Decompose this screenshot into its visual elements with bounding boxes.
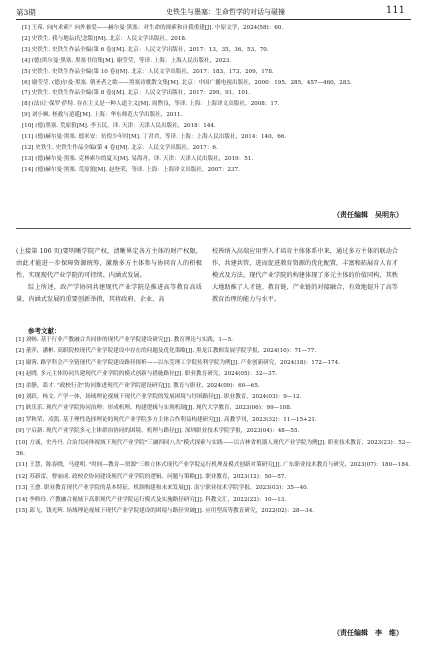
reference-item: [9] 刘小枫. 拯救与逍遥[M]. 上海：华东师范大学出版社，2011.: [22, 112, 183, 119]
reference-item: [3] 史铁生. 史铁生作品全编(第 6 卷)[M]. 北京：人民文学出版社，2017：13，35，36，53，70.: [22, 46, 269, 53]
top-reference-list: [22, 23, 409, 176]
reference-item: [6] 刘跃，杨文. 产学一体，场域理论视域下现代产业学院的发展困境与纾困路径[J]. 职业教育，2024(03)：9—12.: [16, 394, 302, 401]
reference-item: [6] 谢莹莹. (德)尔曼·黑塞. 朝圣者之歌——黑塞诗歌散文集[M]. 北京：中国广播电视出版社，2000：195，285，457—460，283.: [22, 79, 352, 86]
page-number: 111: [385, 5, 405, 16]
bottom-reference-list: [16, 326, 411, 518]
responsible-editor-bottom: （责任编辑 李 维）: [333, 629, 403, 637]
reference-item: [12] 苏新雷，曹丽成. 政校企协同建设现代产业学院的逻辑、问题与策略[J]. 职业教育，2023(12)：50—57.: [16, 473, 287, 480]
body-column-left: [16, 246, 202, 306]
body-column-right: [212, 246, 398, 306]
reference-item: [1] 刘畅. 基于行业产教融合共同体的现代产业学院建设研究[J]. 教育理论与实践，1—5.: [16, 337, 233, 343]
reference-item: [13] 王愈. 职业教育现代产业学院的基本特征、机制构建和未来发展[J]. 南宁职业技术学院学报，2023(03)：35—40.: [16, 485, 309, 492]
reference-item: [2] 史铁生. 我与地坛(纪念版)[M]. 北京：人民文学出版社，2018.: [22, 35, 187, 42]
reference-item: [7] 史铁生. 史铁生作品全编(第 8 卷)[M]. 北京：人民文学出版社，2017：299，91，101.: [22, 90, 251, 97]
reference-item: [2] 董萍，潘彬. 高职院校现代产业学院建设中存在的问题及优化策略[J]. 黑龙江教师发展学院学报，2024(10)：71—77.: [16, 348, 317, 355]
reference-item: [8] (法)让·保罗·萨特. 存在主义是一种人道主义[M]. 周煦良，等译. 上海：上海译文出版社，2008：17.: [22, 101, 280, 108]
reference-item: [3] 谢蓉. 路学科会产全链现代产业学院建设路径探析——以东莞理工学院传利学院为例[J]. 产业创新研究，2024(18)：172—174.: [16, 359, 340, 366]
reference-item: [5] 余静，葛才. "政校行企"协同推进现代产业学院建设研究[J]. 教育与职业，2024(09)：60—65.: [16, 382, 260, 389]
reference-item: [9] 宁启新. 现代产业学院多元主体群治协同的困境、机理与路径[J]. 深圳职业技术学院学报，2023(04)：48—55.: [16, 428, 300, 435]
section-separator: [16, 228, 411, 229]
body-paragraph: 综上所述，政产学协同共建现代产业学院是推进高等教育高质量、内涵式发展的重要创新举措，其将政府、企业、高: [16, 284, 202, 303]
reference-item: [5] 史铁生. 史铁生作品全编(第 10 卷)[M]. 北京：人民文学出版社，2017：183，173，209，178.: [22, 68, 274, 75]
page-header: [16, 4, 411, 18]
reference-item: [4] 赵晓. 多元主体协同共建现代产业学院的模式创新与措施路径[J]. 职业教育研究，2024(05)：32—37.: [16, 371, 277, 378]
references-heading: 参考文献：: [28, 327, 61, 335]
reference-item: [4] (德)黑尔曼·黑塞. 黑塞书信集[M]. 谢莹莹，等译. 上海：上海人民出版社，2023.: [22, 57, 232, 64]
reference-item: [15] 邱飞，钱光辉. 场域理论视域下现代产业学院建设的困境与路径突破[J]. 应用型高等教育研究，2022(02)：28—34.: [16, 508, 315, 515]
reference-item: [7] 耿乐乐. 现代产业学院协同治理：形成机理、构建逻辑与实现机制[J]. 现代大学教育，2023(06)：99—108.: [16, 405, 292, 412]
article-body: [16, 246, 411, 332]
reference-item: [8] 罗秋荣，凌凯. 基于理性选择理论的现代产业学院多方主体合作利益构建研究[J]. 高教学刊，2023(32)：11—15+21.: [16, 416, 317, 423]
reference-item: [14] 李修玲. 产教融合视域下高职现代产业学院运行模式及实施路径研究[J]. 科教文汇，2022(22)：10—13.: [16, 496, 287, 503]
reference-item: [14] (德)赫尔曼·黑塞. 荒原狼[M]. 赵登荣，等译. 上海：上海译文出版社，2007：237.: [22, 166, 240, 173]
reference-item: [11] 王慧，陈春晓，马建明. "时间—教育—资源"三维立体式现代产业学院运行机理及模式创新对策研究[J]. 广东职业技术教育与研究，2023(07)：180—184.: [16, 462, 411, 469]
header-rule: [16, 19, 411, 20]
responsible-editor-top: （责任编辑 吴明东）: [333, 211, 403, 219]
reference-item: [10] 方诚，史丹丹. 合治共同体视域下现代产业学院"三融四同八共"模式探索与实践——以吉林省机器人现代产业学院为例[J]. 职业技术教育，2023(23)：52—56.: [16, 439, 411, 458]
body-paragraph: (上接第 106 页)要明晰学院产权，清晰界定各方主体的财产权限，由此才能进一步保障资源统筹，激励多方主体参与协同育人的积极性，实现现代产业学院的可持续、内涵式发展。: [16, 248, 202, 279]
reference-item: [12] 史铁生. 史铁生作品全编(第 4 卷)[M]. 北京：人民文学出版社，2017：6.: [22, 144, 218, 151]
body-paragraph: 校皆纳入高端应用型人才培育主体体系中来，通过多方主体的联动合作，共建共管，进而促进教育资源的优化配置，丰富和拓展育人育才模式及方法。现代产业学院的构建体现了多元主体的价值同构，其秩大地助推了人才链、教育链、产业链的对接融合，有效地提升了高等教育治理的能力与水平。: [212, 248, 398, 303]
issue-label: 第3期: [16, 8, 36, 17]
reference-item: [11] (德)赫尔曼·黑塞. 德米安：彷徨少年时[M]. 丁君君，等译. 上海：上海人民出版社，2014：140，66.: [22, 134, 287, 141]
reference-item: [1] 王希. 向内求索？向外兼爱——赫尔曼·黑塞：对生命的探索和自我重建[J]. 中原文学，2024(58)：60.: [22, 25, 284, 31]
running-title: 史铁生与墨塞：生命哲学的对话与碰撞: [166, 8, 285, 16]
reference-item: [10] (德)黑塞. 荒原狼[M]. 李玉民，译. 天津：天津人民出版社，2018：144.: [22, 123, 216, 130]
reference-item: [13] (德)赫尔曼·黑塞. 克林索尔的夏天[M]. 易海舟，译. 天津：天津人民出版社，2019：51.: [22, 155, 254, 162]
